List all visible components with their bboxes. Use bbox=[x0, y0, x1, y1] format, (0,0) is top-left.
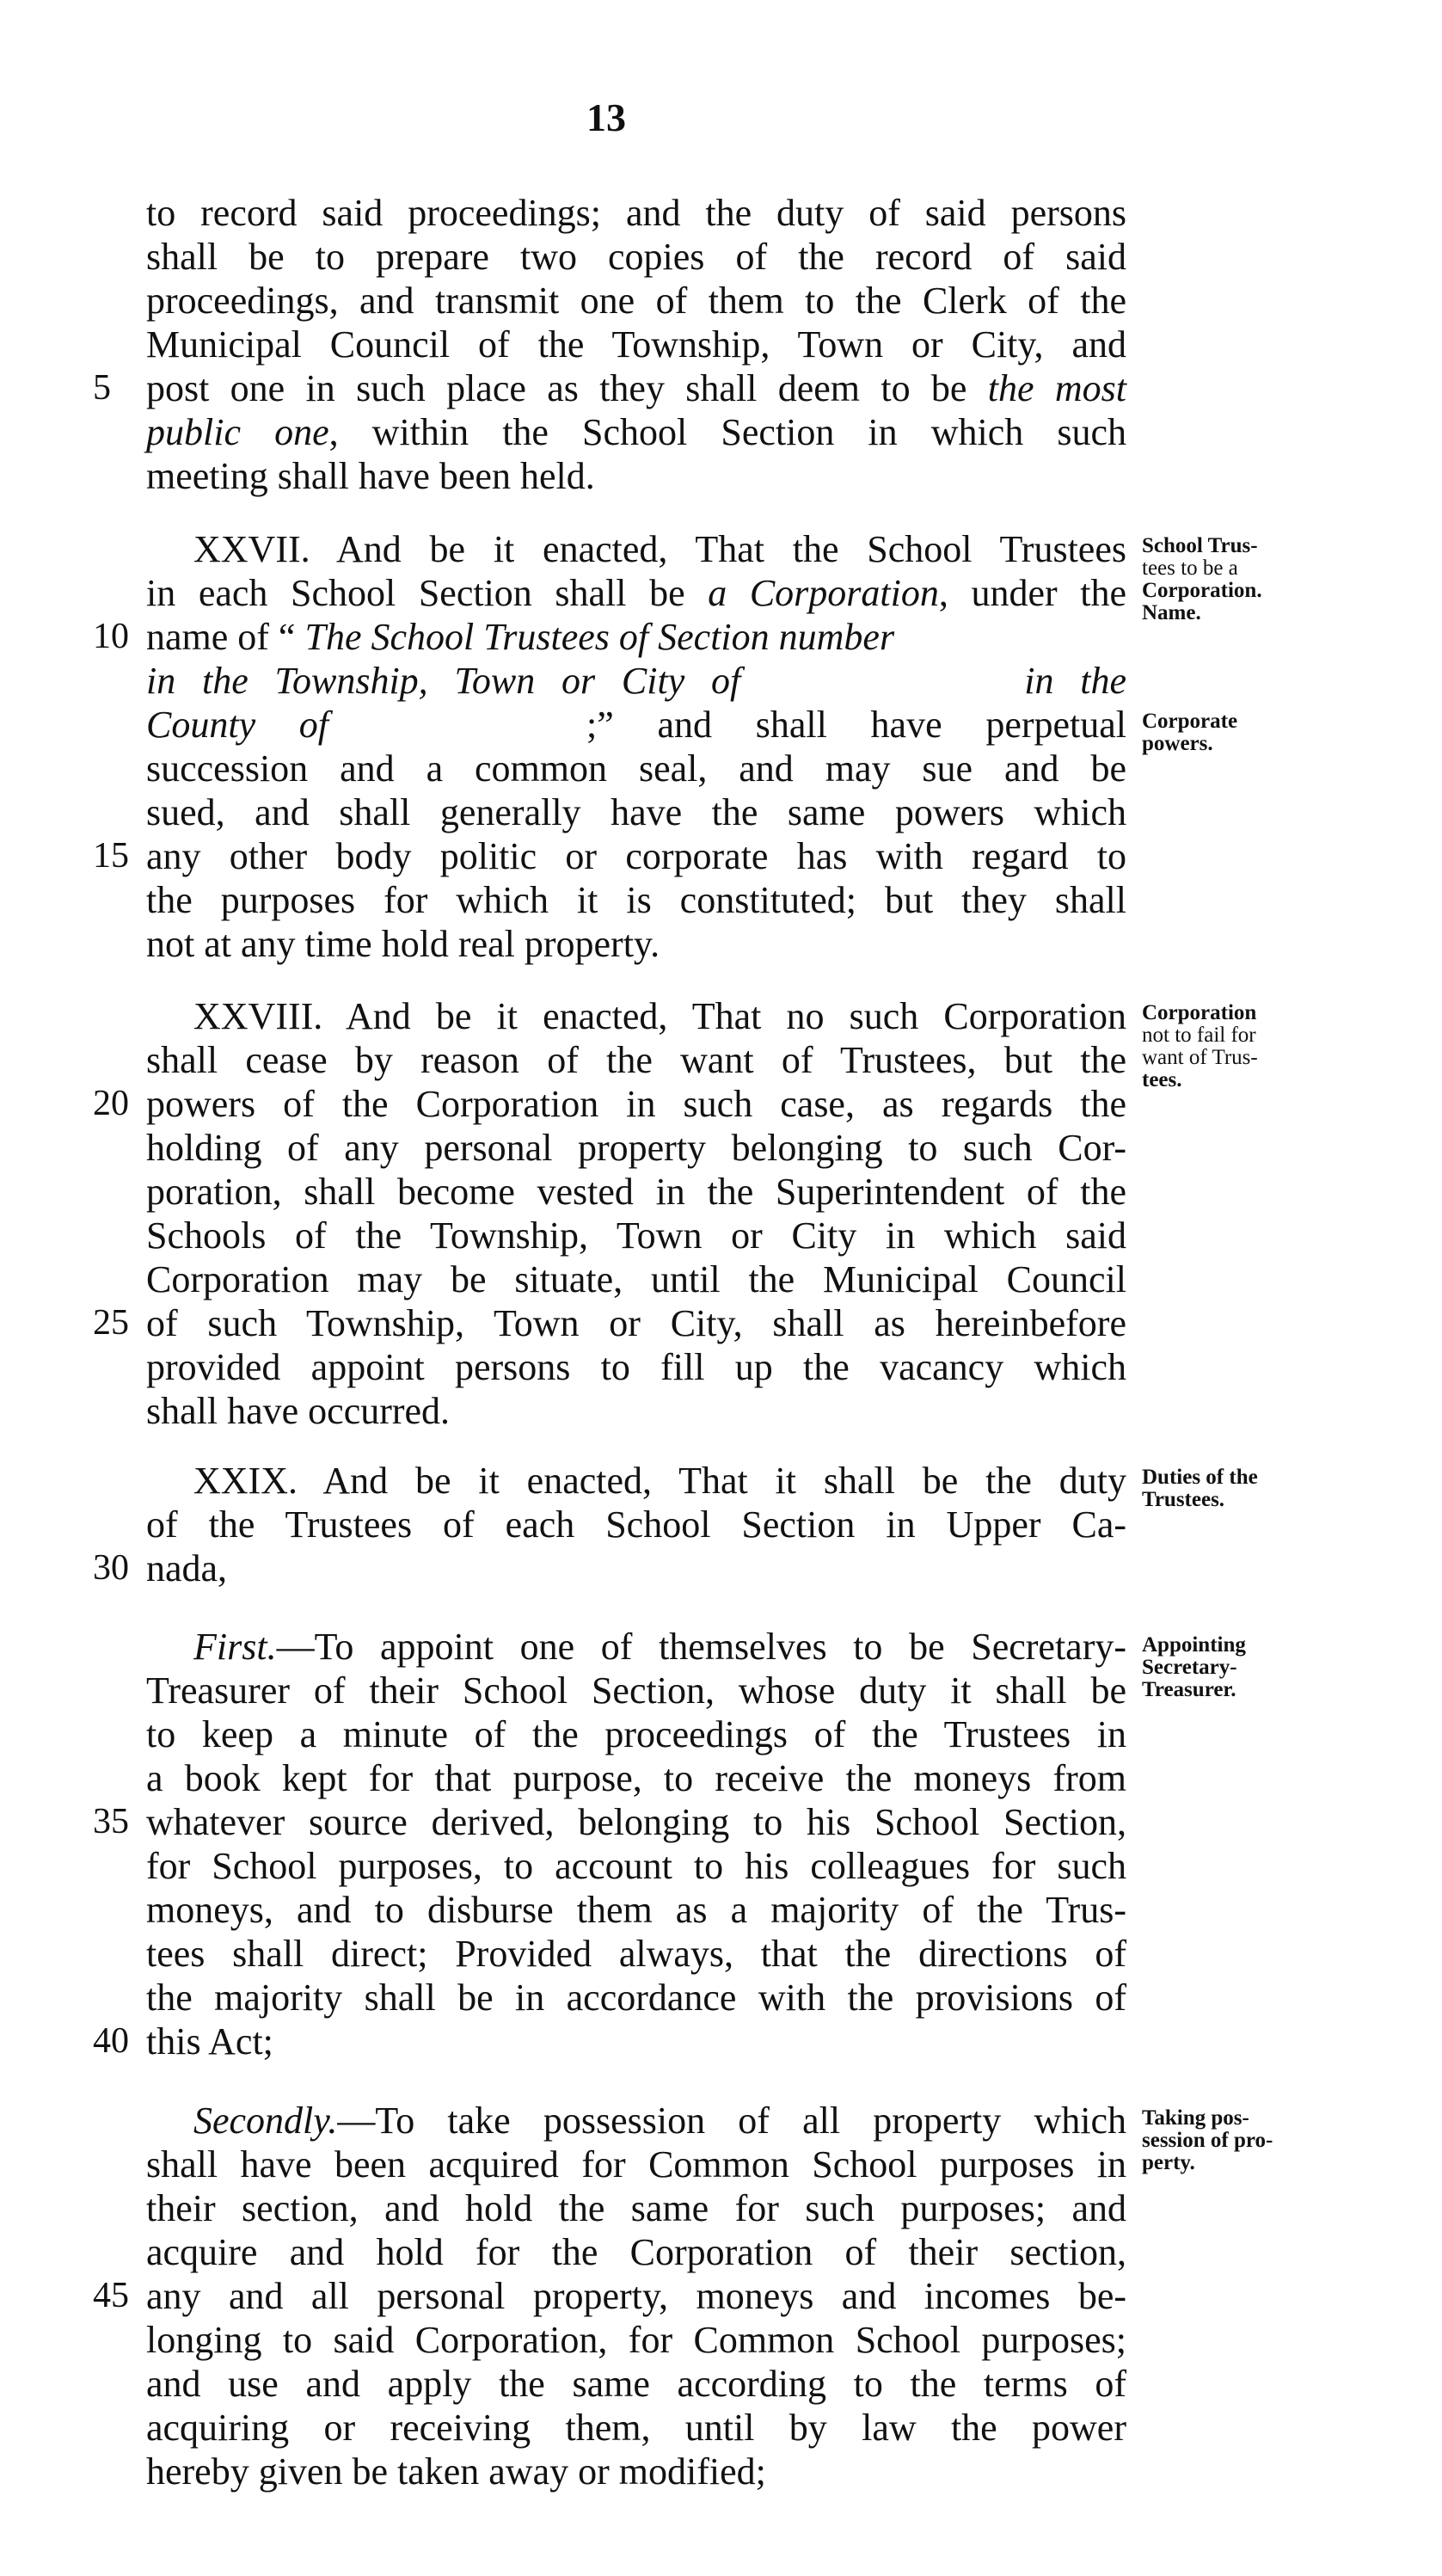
text-line: in the Township, Town or City of in the bbox=[146, 660, 1126, 702]
text-line: any other body politic or corporate has with regard to bbox=[146, 835, 1126, 877]
text-line: public one, within the School Section in which such bbox=[146, 411, 1126, 453]
text-line: First.—To appoint one of themselves to be Secretary- bbox=[193, 1626, 1126, 1668]
text-line: meeting shall have been held. bbox=[146, 455, 595, 497]
sidenote-school-trustees-corporation: School Trus- tees to be a Corporation. Name. bbox=[1142, 534, 1262, 624]
sidenote-corporation-not-to-fail: Corporation not to fail for want of Trus- tees. bbox=[1142, 1001, 1258, 1091]
text-line: holding of any personal property belonging to such Cor- bbox=[146, 1127, 1126, 1169]
sidenote-duties-of-trustees: Duties of the Trustees. bbox=[1142, 1466, 1258, 1511]
text-line: shall be to prepare two copies of the record of said bbox=[146, 236, 1126, 278]
text-line: Schools of the Township, Town or City in which said bbox=[146, 1214, 1126, 1257]
text-line: powers of the Corporation in such case, as regards the bbox=[146, 1083, 1126, 1125]
text-line: name of “ The School Trustees of Section number bbox=[146, 616, 895, 658]
text-line: succession and a common seal, and may sue and be bbox=[146, 747, 1126, 790]
text-line: XXIX. And be it enacted, That it shall be the duty bbox=[193, 1460, 1126, 1502]
sidenote-corporate-powers: Corporate powers. bbox=[1142, 710, 1238, 755]
text-line: proceedings, and transmit one of them to the Clerk of the bbox=[146, 280, 1126, 322]
text-line: of such Township, Town or City, shall as hereinbefore bbox=[146, 1302, 1126, 1344]
line-number: 45 bbox=[93, 2276, 129, 2315]
text-line: to keep a minute of the proceedings of the Trustees in bbox=[146, 1713, 1126, 1755]
line-number: 25 bbox=[93, 1303, 129, 1343]
line-number: 35 bbox=[93, 1802, 129, 1841]
line-number: 5 bbox=[93, 368, 111, 408]
text-line: their section, and hold the same for such purposes; and bbox=[146, 2187, 1126, 2229]
sidenote-appointing-secretary-treasurer: Appointing Secretary- Treasurer. bbox=[1142, 1633, 1246, 1701]
text-line: acquire and hold for the Corporation of their section, bbox=[146, 2231, 1126, 2273]
text-line: provided appoint persons to fill up the vacancy which bbox=[146, 1346, 1126, 1388]
text-line: a book kept for that purpose, to receive the moneys from bbox=[146, 1757, 1126, 1799]
text-line: Corporation may be situate, until the Municipal Council bbox=[146, 1258, 1126, 1300]
text-line: shall cease by reason of the want of Trustees, but the bbox=[146, 1039, 1126, 1081]
page-number: 13 bbox=[586, 95, 626, 139]
line-number: 20 bbox=[93, 1084, 129, 1123]
text-line: tees shall direct; Provided always, that the directions of bbox=[146, 1933, 1126, 1975]
text-line: Municipal Council of the Township, Town or City, and bbox=[146, 323, 1126, 366]
text-line: shall have occurred. bbox=[146, 1390, 451, 1432]
text-line: Secondly.—To take possession of all property which bbox=[193, 2100, 1126, 2142]
text-line: longing to said Corporation, for Common School purposes; bbox=[146, 2319, 1126, 2361]
text-line: of the Trustees of each School Section in Upper Ca- bbox=[146, 1503, 1126, 1546]
text-line: the purposes for which it is constituted; but they shall bbox=[146, 879, 1126, 921]
sidenote-taking-possession-of-property: Taking pos- session of pro- perty. bbox=[1142, 2106, 1273, 2174]
line-number: 15 bbox=[93, 836, 129, 876]
text-line: the majority shall be in accordance with the provisions of bbox=[146, 1977, 1126, 2019]
text-line: County of ;” and shall have perpetual bbox=[146, 704, 1127, 746]
text-line: any and all personal property, moneys and incomes be- bbox=[146, 2275, 1126, 2317]
text-line: post one in such place as they shall deem to be the most bbox=[146, 367, 1126, 409]
text-line: this Act; bbox=[146, 2020, 273, 2063]
text-line: Treasurer of their School Section, whose duty it shall be bbox=[146, 1669, 1126, 1712]
text-line: poration, shall become vested in the Superintendent of the bbox=[146, 1171, 1126, 1213]
text-line: not at any time hold real property. bbox=[146, 923, 660, 965]
line-number: 30 bbox=[93, 1548, 129, 1588]
text-line: nada, bbox=[146, 1547, 228, 1589]
text-line: to record said proceedings; and the duty of said persons bbox=[146, 192, 1126, 234]
text-line: moneys, and to disburse them as a majority of the Trus- bbox=[146, 1889, 1126, 1931]
text-line: in each School Section shall be a Corporation, under the bbox=[146, 572, 1127, 614]
text-line: XXVIII. And be it enacted, That no such Corporation bbox=[193, 995, 1126, 1037]
text-line: shall have been acquired for Common School purposes in bbox=[146, 2143, 1126, 2186]
line-number: 10 bbox=[93, 617, 129, 656]
text-line: XXVII. And be it enacted, That the School Trustees bbox=[193, 528, 1126, 570]
text-line: and use and apply the same according to the terms of bbox=[146, 2363, 1126, 2405]
text-line: hereby given be taken away or modified; bbox=[146, 2450, 766, 2493]
text-line: sued, and shall generally have the same powers which bbox=[146, 791, 1126, 833]
text-line: for School purposes, to account to his colleagues for such bbox=[146, 1845, 1126, 1887]
text-line: acquiring or receiving them, until by law the power bbox=[146, 2407, 1126, 2449]
line-number: 40 bbox=[93, 2021, 129, 2061]
text-line: whatever source derived, belonging to his School Section, bbox=[146, 1801, 1126, 1843]
